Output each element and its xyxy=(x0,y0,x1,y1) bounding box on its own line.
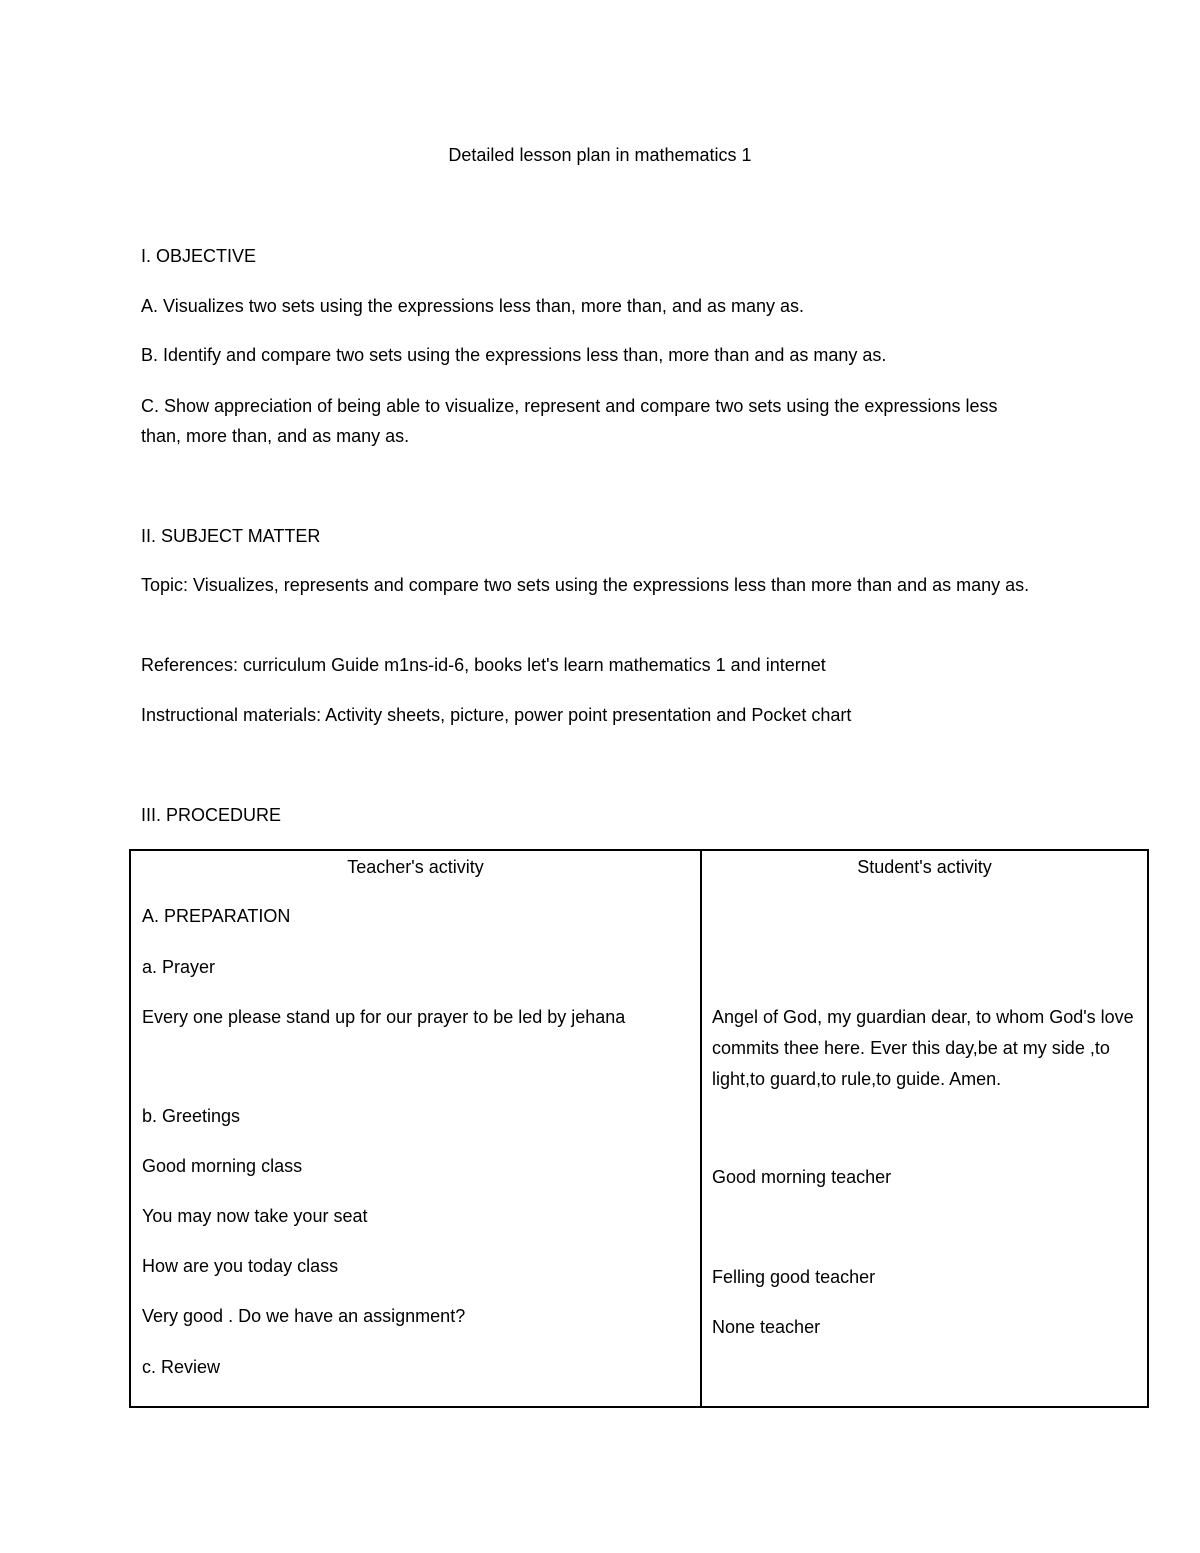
teacher-review: c. Review xyxy=(142,1357,221,1377)
teacher-prayer-instruction: Every one please stand up for our prayer to be led by jehana xyxy=(142,1007,626,1027)
objective-heading: I. OBJECTIVE xyxy=(141,246,257,266)
student-assignment-response: None teacher xyxy=(712,1317,821,1337)
teacher-assignment: Very good . Do we have an assignment? xyxy=(142,1306,466,1326)
objective-item-c: C. Show appreciation of being able to visualize, represent and compare two sets using the expressions less than, more than, and as many as. xyxy=(141,396,998,446)
subject-matter-materials: Instructional materials: Activity sheets, picture, power point presentation and Pocket chart xyxy=(141,705,852,725)
student-feeling-response: Felling good teacher xyxy=(712,1267,876,1287)
student-prayer-response: Angel of God, my guardian dear, to whom God's love commits thee here. Ever this day,be at my side ,to light,to guard,to rule,to guide. Amen. xyxy=(712,1007,1134,1089)
student-activity-header: Student's activity xyxy=(857,857,992,877)
document-title: Detailed lesson plan in mathematics 1 xyxy=(448,145,752,165)
teacher-preparation: A. PREPARATION xyxy=(142,906,291,926)
teacher-how-are-you: How are you today class xyxy=(142,1256,339,1276)
subject-matter-references: References: curriculum Guide m1ns-id-6, books let's learn mathematics 1 and internet xyxy=(141,655,826,675)
teacher-prayer: a. Prayer xyxy=(142,957,216,977)
teacher-take-seat: You may now take your seat xyxy=(142,1206,368,1226)
teacher-good-morning: Good morning class xyxy=(142,1156,303,1176)
procedure-table xyxy=(129,849,1149,1408)
teacher-greetings: b. Greetings xyxy=(142,1106,241,1126)
student-good-morning-response: Good morning teacher xyxy=(712,1167,892,1187)
objective-item-b: B. Identify and compare two sets using the expressions less than, more than and as many as. xyxy=(141,345,887,365)
objective-item-a: A. Visualizes two sets using the expressions less than, more than, and as many as. xyxy=(141,296,805,316)
subject-matter-heading: II. SUBJECT MATTER xyxy=(141,526,321,546)
teacher-activity-header: Teacher's activity xyxy=(347,857,484,877)
procedure-heading: III. PROCEDURE xyxy=(141,805,282,825)
subject-matter-topic: Topic: Visualizes, represents and compare two sets using the expressions less than more than and as many as. xyxy=(141,575,1030,595)
table-column-divider xyxy=(700,851,702,1406)
